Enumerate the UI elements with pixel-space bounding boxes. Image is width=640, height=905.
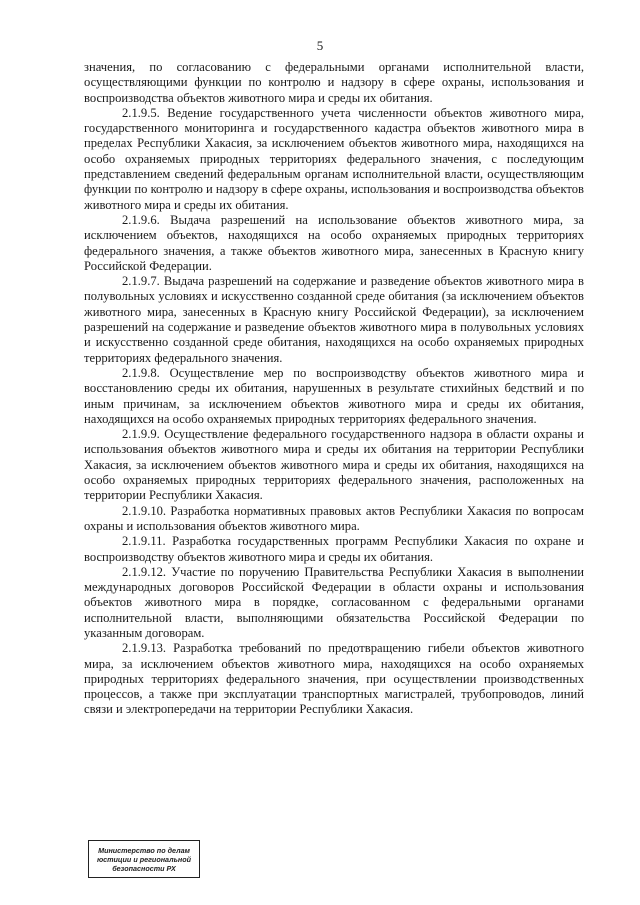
ministry-stamp — [88, 840, 200, 878]
paragraph-2-1-9-11: 2.1.9.11. Разработка государственных программ Республики Хакасия по охране и воспроизводству объектов животного мира и среды их обитания. — [84, 534, 584, 564]
paragraph-2-1-9-13: 2.1.9.13. Разработка требований по предотвращению гибели объектов животного мира, за исключением объектов животного мира, находящихся на особо охраняемых природных территориях федерального значения, при осуществлении производственных процессов, а также при эксплуатации транспортных магистралей, трубопроводов, линий связи и электропередачи на территории Республики Хакасия. — [84, 641, 584, 717]
paragraph-2-1-9-7: 2.1.9.7. Выдача разрешений на содержание и разведение объектов животного мира в полувольных условиях и искусственно созданной среде обитания (за исключением объектов животного мира, занесенных в Красную книгу Российской Федерации), за исключением разрешений на содержание и разведение объектов животного мира в полувольных условиях и искусственно созданной среде обитания, находящихся на особо охраняемых природных территориях федерального значения. — [84, 274, 584, 365]
paragraph-2-1-9-6: 2.1.9.6. Выдача разрешений на использование объектов животного мира, за исключением объектов, находящихся на особо охраняемых природных территориях федерального значения, а также объектов животного мира, занесенных в Красную книгу Российской Федерации. — [84, 212, 584, 273]
paragraph-2-1-9-5: 2.1.9.5. Ведение государственного учета численности объектов животного мира, государственного мониторинга и государственного кадастра объектов животного мира в пределах Республики Хакасия, за исключением объектов животного мира, находящихся на особо охраняемых природных территориях федерального значения, с последующим представлением сведений федеральным органам исполнительной власти, осуществляющим функции по контролю и надзору в сфере охраны, использования и воспроизводства объектов животного мира и среды их обитания. — [84, 105, 584, 212]
stamp-line-2: юстиции и региональной — [97, 854, 191, 864]
stamp-line-3: безопасности РХ — [112, 863, 176, 873]
paragraph-2-1-9-12: 2.1.9.12. Участие по поручению Правительства Республики Хакасия в выполнении международных договоров Российской Федерации в области охраны и использования объектов животного мира в порядке, согласованном с федеральными органами исполнительной власти, выполняющими обязательства Российской Федерации по указанным договорам. — [84, 564, 584, 640]
paragraph-2-1-9-9: 2.1.9.9. Осуществление федерального государственного надзора в области охраны и использования объектов животного мира и среды их обитания на территории Республики Хакасия, за исключением объектов животного мира и среды их обитания, находящихся на особо охраняемых природных территориях федерального значения, расположенных на территории Республики Хакасия. — [84, 427, 584, 503]
paragraph-2-1-9-8: 2.1.9.8. Осуществление мер по воспроизводству объектов животного мира и восстановлению среды их обитания, нарушенных в результате стихийных бедствий и по иным причинам, за исключением объектов животного мира и среды их обитания, находящихся на особо охраняемых природных территориях федерального значения. — [84, 365, 584, 426]
paragraph-continuation: значения, по согласованию с федеральными органами исполнительной власти, осуществляющими функции по контролю и надзору в сфере охраны, использования и воспроизводства объектов животного мира и среды их обитания. — [84, 60, 584, 105]
stamp-line-1: Министерство по делам — [98, 845, 190, 855]
page-number: 5 — [316, 38, 324, 53]
document-body — [84, 60, 584, 718]
paragraph-2-1-9-10: 2.1.9.10. Разработка нормативных правовых актов Республики Хакасия по вопросам охраны и использования объектов животного мира. — [84, 503, 584, 533]
